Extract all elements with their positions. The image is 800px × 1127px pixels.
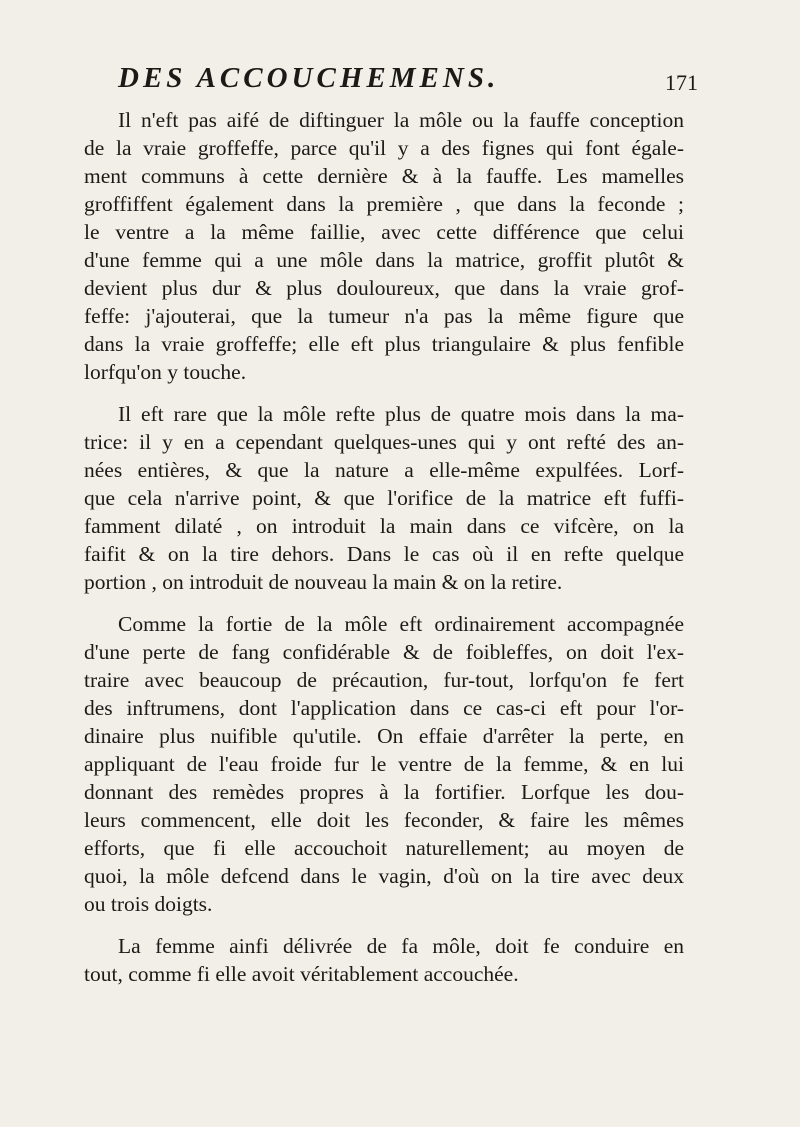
text-line: devient plus dur & plus douloureux, que dans la vraie grof- (84, 276, 684, 300)
text-line: nées entières, & que la nature a elle-même expulfées. Lorf- (84, 458, 684, 482)
text-line: ou trois doigts. (84, 892, 213, 916)
text-line: appliquant de l'eau froide fur le ventre de la femme, & en lui (84, 752, 684, 776)
running-title: DES ACCOUCHEMENS. (118, 62, 500, 94)
text-line: feffe: j'ajouterai, que la tumeur n'a pas la même figure que (84, 304, 684, 328)
paragraph-gap (84, 386, 684, 400)
text-line: d'une perte de fang confidérable & de foibleffes, on doit l'ex- (84, 640, 684, 664)
text-line: dinaire plus nuifible qu'utile. On effaie d'arrêter la perte, en (84, 724, 684, 748)
text-line: efforts, que fi elle accouchoit naturellement; au moyen de (84, 836, 684, 860)
text-line: lorfqu'on y touche. (84, 360, 247, 384)
text-line: ment communs à cette dernière & à la fauffe. Les mamelles (84, 164, 684, 188)
text-line: que cela n'arrive point, & que l'orifice de la matrice eft fuffi- (84, 486, 684, 510)
body-text (84, 106, 684, 988)
text-line: donnant des remèdes propres à la fortifier. Lorfque les dou- (84, 780, 684, 804)
text-line: d'une femme qui a une môle dans la matrice, groffit plutôt & (84, 248, 684, 272)
text-line: des inftrumens, dont l'application dans ce cas-ci eft pour l'or- (84, 696, 684, 720)
text-line: quoi, la môle defcend dans le vagin, d'où on la tire avec deux (84, 864, 684, 888)
paragraph-3 (84, 610, 684, 918)
text-line: dans la vraie groffeffe; elle eft plus triangulaire & plus fenfible (84, 332, 684, 356)
paragraph-1 (84, 106, 684, 386)
text-line: de la vraie groffeffe, parce qu'il y a des fignes qui font égale- (84, 136, 684, 160)
paragraph-4 (84, 932, 684, 988)
text-line: La femme ainfi délivrée de fa môle, doit fe conduire en (118, 934, 684, 958)
paragraph-gap (84, 918, 684, 932)
text-line: faifit & on la tire dehors. Dans le cas où il en refte quelque (84, 542, 684, 566)
paragraph-gap (84, 596, 684, 610)
text-line: portion , on introduit de nouveau la main & on la retire. (84, 570, 563, 594)
text-line: trice: il y en a cependant quelques-unes qui y ont refté des an- (84, 430, 684, 454)
text-line: Il n'eft pas aifé de diftinguer la môle ou la fauffe conception (118, 108, 684, 132)
text-line: leurs commencent, elle doit les feconder, & faire les mêmes (84, 808, 684, 832)
text-line: groffiffent également dans la première , que dans la feconde ; (84, 192, 684, 216)
text-line: le ventre a la même faillie, avec cette différence que celui (84, 220, 684, 244)
paragraph-2 (84, 400, 684, 596)
text-line: tout, comme fi elle avoit véritablement accouchée. (84, 962, 519, 986)
text-line: famment dilaté , on introduit la main dans ce vifcère, on la (84, 514, 684, 538)
running-head (118, 62, 698, 102)
text-line: Il eft rare que la môle refte plus de quatre mois dans la ma- (118, 402, 684, 426)
text-line: Comme la fortie de la môle eft ordinairement accompagnée (118, 612, 684, 636)
page-number: 171 (665, 70, 698, 95)
text-line: traire avec beaucoup de précaution, fur-tout, lorfqu'on fe fert (84, 668, 684, 692)
